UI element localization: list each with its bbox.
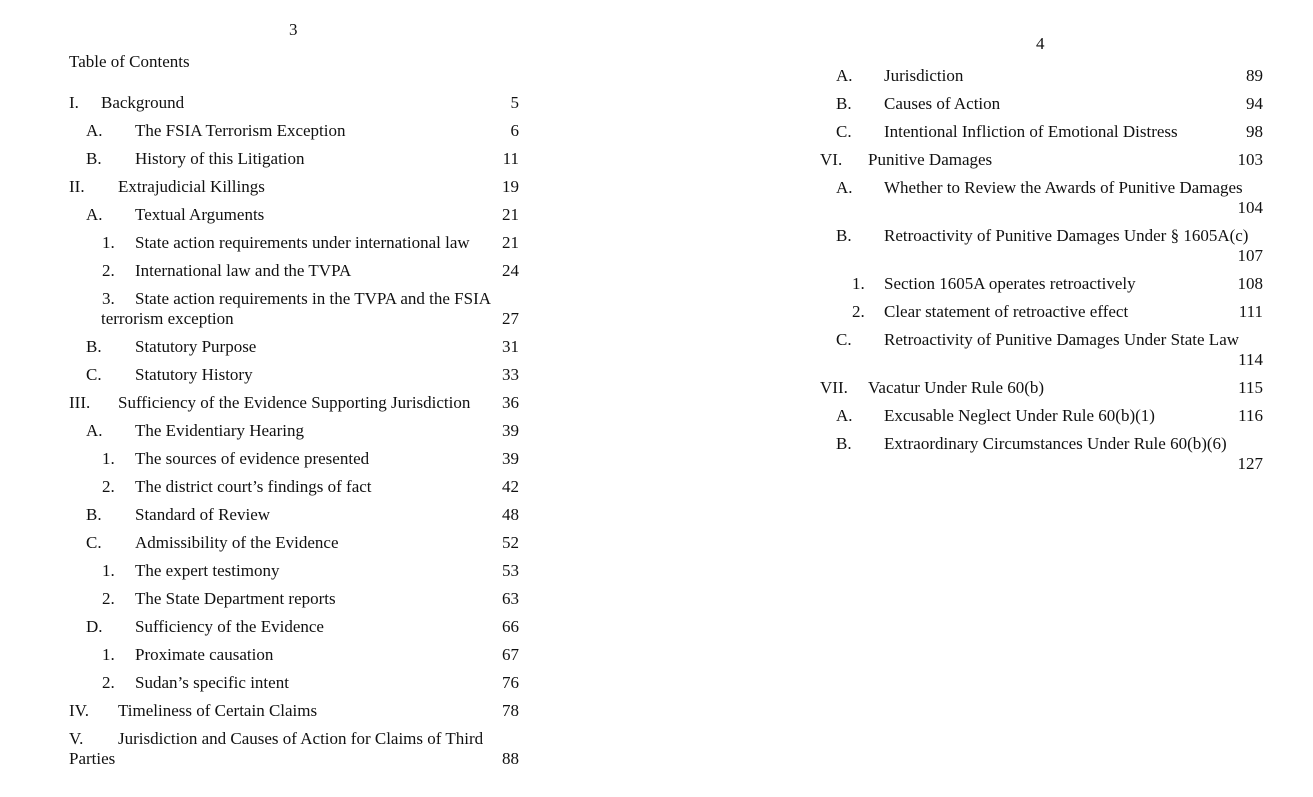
toc-list xyxy=(820,66,1263,482)
entry-page: 27 xyxy=(502,309,519,328)
toc-list xyxy=(69,93,519,777)
toc-entry-subsection[interactable] xyxy=(820,66,1263,94)
entry-number: B. xyxy=(836,226,852,245)
toc-entry-subsection[interactable] xyxy=(69,505,519,533)
entry-page: 88 xyxy=(502,749,519,768)
toc-entry-section[interactable] xyxy=(820,378,1263,406)
toc-entry-subsection[interactable] xyxy=(69,337,519,365)
entry-title: Jurisdiction xyxy=(884,66,964,85)
toc-entry-subsection[interactable] xyxy=(69,121,519,149)
entry-page: 33 xyxy=(502,365,519,384)
entry-title: Background xyxy=(101,93,185,112)
toc-entry-item[interactable] xyxy=(69,233,519,261)
entry-title: Timeliness of Certain Claims xyxy=(118,701,318,720)
entry-number: 1. xyxy=(102,233,115,252)
entry-page: 104 xyxy=(1237,198,1263,217)
entry-title: Vacatur Under Rule 60(b) xyxy=(868,378,1045,397)
toc-entry-subsection[interactable] xyxy=(69,617,519,645)
entry-page: 98 xyxy=(1246,122,1263,141)
entry-title: Retroactivity of Punitive Damages Under § 1605A(c) xyxy=(884,226,1249,245)
toc-entry-item[interactable] xyxy=(69,477,519,505)
entry-page: 36 xyxy=(502,393,519,412)
entry-page: 31 xyxy=(502,337,519,356)
entry-title: The district court’s findings of fact xyxy=(135,477,372,496)
entry-number: A. xyxy=(86,421,103,440)
toc-title: Table of Contents xyxy=(69,52,190,71)
entry-title: Sufficiency of the Evidence Supporting Jurisdiction xyxy=(118,393,471,412)
entry-number: V. xyxy=(69,729,84,748)
entry-number: A. xyxy=(86,205,103,224)
entry-page: 39 xyxy=(502,449,519,468)
toc-entry-item[interactable] xyxy=(69,645,519,673)
entry-title: Sufficiency of the Evidence xyxy=(135,617,324,636)
entry-title: Punitive Damages xyxy=(868,150,993,169)
toc-entry-item[interactable] xyxy=(69,289,519,337)
entry-number: IV. xyxy=(69,701,89,720)
entry-number: I. xyxy=(69,93,79,112)
entry-title: Intentional Infliction of Emotional Distress xyxy=(884,122,1178,141)
toc-entry-item[interactable] xyxy=(69,561,519,589)
entry-title: The State Department reports xyxy=(135,589,336,608)
entry-title: State action requirements in the TVPA and the FSIA xyxy=(135,289,492,308)
entry-number: B. xyxy=(836,434,852,453)
entry-title: Section 1605A operates retroactively xyxy=(884,274,1136,293)
entry-number: C. xyxy=(836,330,852,349)
toc-entry-item[interactable] xyxy=(820,274,1263,302)
entry-number: 2. xyxy=(852,302,865,321)
entry-number: C. xyxy=(86,533,102,552)
entry-page: 53 xyxy=(502,561,519,580)
entry-number: VI. xyxy=(820,150,843,169)
entry-number: A. xyxy=(836,178,853,197)
entry-title: Statutory History xyxy=(135,365,253,384)
entry-page: 94 xyxy=(1246,94,1263,113)
entry-page: 5 xyxy=(510,93,519,112)
entry-title: Statutory Purpose xyxy=(135,337,257,356)
entry-number: 1. xyxy=(852,274,865,293)
entry-title-continued: terrorism exception xyxy=(101,309,234,328)
entry-page: 116 xyxy=(1238,406,1263,425)
entry-title: Causes of Action xyxy=(884,94,1001,113)
entry-page: 89 xyxy=(1246,66,1263,85)
right-page xyxy=(656,0,1313,797)
entry-number: II. xyxy=(69,177,85,196)
entry-title: Excusable Neglect Under Rule 60(b)(1) xyxy=(884,406,1155,425)
entry-page: 39 xyxy=(502,421,519,440)
entry-title: Extraordinary Circumstances Under Rule 60(b)(6) xyxy=(884,434,1227,453)
entry-number: 2. xyxy=(102,261,115,280)
entry-title: Extrajudicial Killings xyxy=(118,177,265,196)
entry-number: C. xyxy=(836,122,852,141)
entry-page: 127 xyxy=(1237,454,1263,473)
entry-number: 2. xyxy=(102,673,115,692)
page-number: 4 xyxy=(1036,34,1045,53)
toc-entry-subsection[interactable] xyxy=(69,421,519,449)
toc-entry-item[interactable] xyxy=(69,261,519,289)
entry-page: 24 xyxy=(502,261,519,280)
toc-entry-subsection[interactable] xyxy=(69,205,519,233)
entry-number: A. xyxy=(86,121,103,140)
entry-page: 108 xyxy=(1237,274,1263,293)
toc-entry-item[interactable] xyxy=(820,302,1263,330)
entry-page: 67 xyxy=(502,645,519,664)
toc-entry-section[interactable] xyxy=(69,729,519,777)
entry-page: 6 xyxy=(510,121,519,140)
entry-number: A. xyxy=(836,66,853,85)
entry-page: 11 xyxy=(502,149,519,168)
toc-entry-subsection[interactable] xyxy=(820,434,1263,482)
entry-number: VII. xyxy=(820,378,848,397)
entry-title: Retroactivity of Punitive Damages Under State Law xyxy=(884,330,1240,349)
toc-entry-section[interactable] xyxy=(69,93,519,121)
toc-entry-item[interactable] xyxy=(69,589,519,617)
entry-title: Textual Arguments xyxy=(135,205,265,224)
entry-title: History of this Litigation xyxy=(135,149,305,168)
entry-page: 63 xyxy=(502,589,519,608)
entry-title: The FSIA Terrorism Exception xyxy=(135,121,346,140)
entry-page: 114 xyxy=(1238,350,1263,369)
entry-title: Admissibility of the Evidence xyxy=(135,533,339,552)
entry-title: International law and the TVPA xyxy=(135,261,352,280)
entry-number: 3. xyxy=(102,289,115,308)
entry-number: 1. xyxy=(102,561,115,580)
entry-page: 107 xyxy=(1237,246,1263,265)
entry-number: A. xyxy=(836,406,853,425)
toc-entry-subsection[interactable] xyxy=(820,226,1263,274)
entry-page: 66 xyxy=(502,617,519,636)
toc-entry-subsection[interactable] xyxy=(820,122,1263,150)
entry-title-continued: Parties xyxy=(69,749,116,768)
entry-page: 103 xyxy=(1237,150,1263,169)
entry-number: C. xyxy=(86,365,102,384)
toc-entry-section[interactable] xyxy=(69,177,519,205)
toc-entry-section[interactable] xyxy=(820,150,1263,178)
toc-entry-item[interactable] xyxy=(69,673,519,701)
entry-title: Proximate causation xyxy=(135,645,274,664)
entry-title: Clear statement of retroactive effect xyxy=(884,302,1129,321)
entry-number: 2. xyxy=(102,589,115,608)
entry-number: B. xyxy=(86,337,102,356)
entry-page: 78 xyxy=(502,701,519,720)
entry-page: 111 xyxy=(1238,302,1263,321)
entry-page: 76 xyxy=(502,673,519,692)
entry-title: Whether to Review the Awards of Punitive Damages xyxy=(884,178,1243,197)
toc-entry-subsection[interactable] xyxy=(69,533,519,561)
entry-title: State action requirements under international law xyxy=(135,233,470,252)
entry-title: Standard of Review xyxy=(135,505,271,524)
entry-page: 21 xyxy=(502,205,519,224)
entry-page: 115 xyxy=(1238,378,1263,397)
toc-entry-item[interactable] xyxy=(69,449,519,477)
entry-title: Jurisdiction and Causes of Action for Claims of Third xyxy=(118,729,484,748)
entry-title: The Evidentiary Hearing xyxy=(135,421,304,440)
entry-page: 19 xyxy=(502,177,519,196)
toc-entry-subsection[interactable] xyxy=(69,149,519,177)
toc-entry-subsection[interactable] xyxy=(820,330,1263,378)
entry-page: 48 xyxy=(502,505,519,524)
page-number: 3 xyxy=(289,20,298,39)
toc-entry-subsection[interactable] xyxy=(820,94,1263,122)
entry-number: B. xyxy=(836,94,852,113)
toc-entry-section[interactable] xyxy=(69,393,519,421)
entry-number: III. xyxy=(69,393,91,412)
entry-number: B. xyxy=(86,505,102,524)
entry-title: The sources of evidence presented xyxy=(135,449,370,468)
toc-entry-section[interactable] xyxy=(69,701,519,729)
entry-title: Sudan’s specific intent xyxy=(135,673,289,692)
entry-page: 52 xyxy=(502,533,519,552)
toc-entry-subsection[interactable] xyxy=(820,406,1263,434)
entry-number: 2. xyxy=(102,477,115,496)
toc-entry-subsection[interactable] xyxy=(820,178,1263,226)
entry-title: The expert testimony xyxy=(135,561,280,580)
entry-number: 1. xyxy=(102,449,115,468)
left-page xyxy=(0,0,640,797)
entry-number: 1. xyxy=(102,645,115,664)
toc-entry-subsection[interactable] xyxy=(69,365,519,393)
entry-number: D. xyxy=(86,617,103,636)
entry-page: 42 xyxy=(502,477,519,496)
entry-number: B. xyxy=(86,149,102,168)
entry-page: 21 xyxy=(502,233,519,252)
